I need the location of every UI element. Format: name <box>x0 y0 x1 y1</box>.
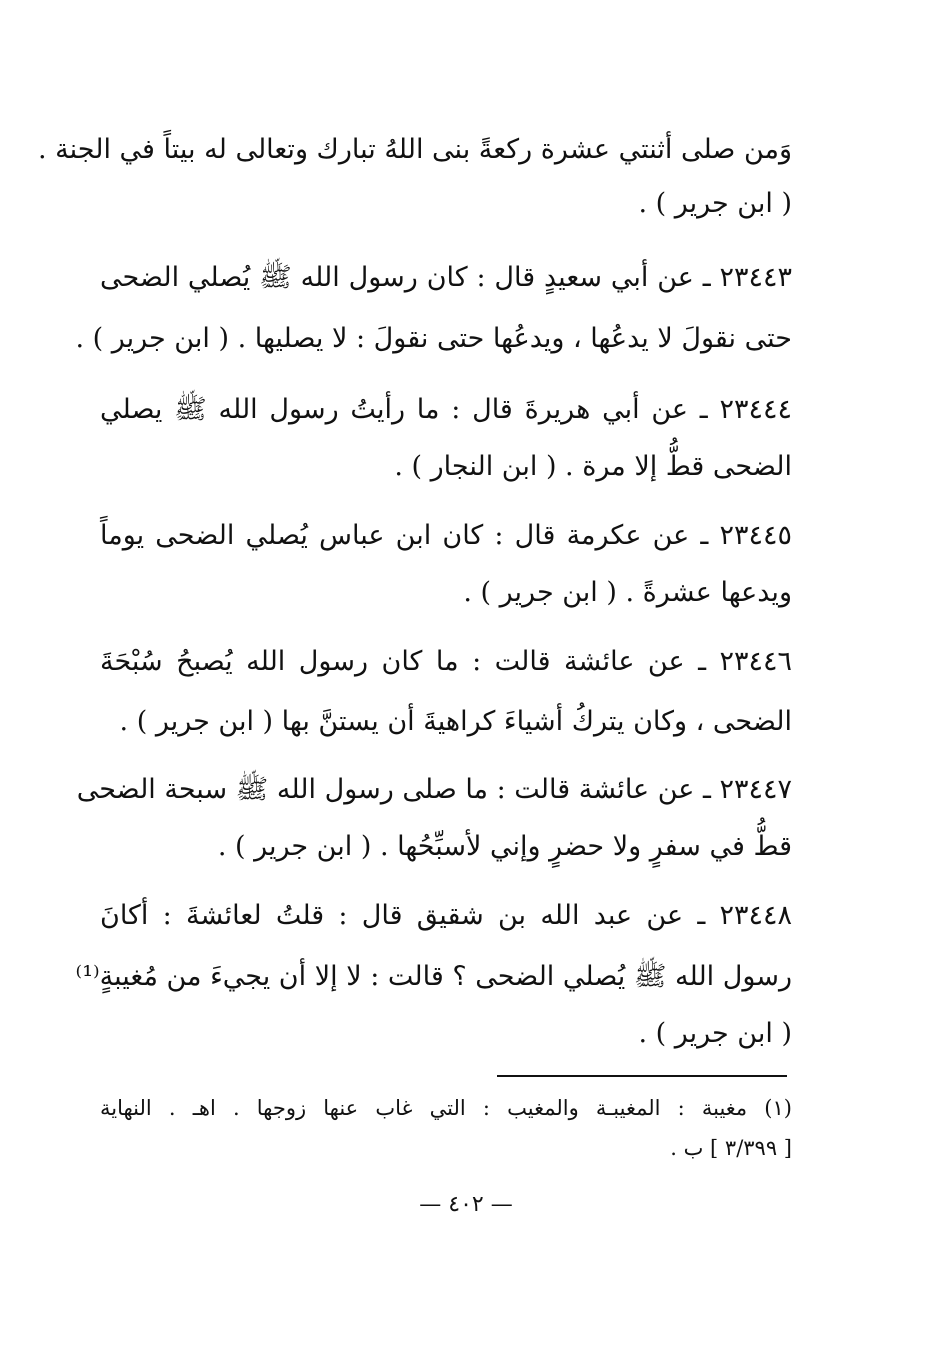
hadith-23448-line-2: رسول الله ﷺ يُصلي الضحى ؟ قالت : لا إلا أن يجيءَ من مُغيبةٍ⁽¹⁾ <box>75 961 792 992</box>
hadith-23446-line-2: الضحى ، وكان يتركُ أشياءَ كراهيةَ أن يستنَّ بها ( ابن جرير ) . <box>119 706 792 737</box>
hadith-23448-line-3: ( ابن جرير ) . <box>638 1018 792 1049</box>
hadith-23444-line-2: الضحى قطُّ إلا مرة . ( ابن النجار ) . <box>394 451 792 482</box>
hadith-23443-line-1: ٢٣٤٤٣ ـ عن أبي سعيدٍ قال : كان رسول الله ﷺ يُصلي الضحى <box>100 262 792 293</box>
hadith-23447-line-1: ٢٣٤٤٧ ـ عن عائشة قالت : ما صلى رسول الله ﷺ سبحة الضحى <box>76 774 792 805</box>
hadith-23448-line-1: ٢٣٤٤٨ ـ عن عبد الله بن شقيق قال : قلتُ لعائشةَ : أكانَ <box>100 900 792 931</box>
footnote-line-2: [ ٣/٣٩٩ ] ب . <box>670 1136 792 1160</box>
hadith-23447-line-2: قطُّ في سفرٍ ولا حضرٍ وإني لأسبِّحُها . ( ابن جرير ) . <box>217 831 792 862</box>
hadith-23443-line-2: حتى نقولَ لا يدعُها ، ويدعُها حتى نقولَ : لا يصليها . ( ابن جرير ) . <box>75 323 792 354</box>
hadith-23446-line-1: ٢٣٤٤٦ ـ عن عائشة قالت : ما كان رسول الله يُصبحُ سُبْحَةَ <box>100 646 792 677</box>
text-line: وَمن صلى أثنتي عشرة ركعةً بنى اللهُ تبارك وتعالى له بيتاً في الجنة . <box>38 134 792 165</box>
footnote-line-1: (١) مغيبة : المغيبـة والمغيب : التي غاب عنها زوجها . اهـ . النهاية <box>100 1096 792 1120</box>
footnote-separator <box>497 1075 787 1077</box>
page-number: — ٤٠٢ — <box>419 1192 513 1217</box>
hadith-23445-line-2: ويدعها عشرةً . ( ابن جرير ) . <box>463 577 792 608</box>
text-line: ( ابن جرير ) . <box>638 188 792 219</box>
hadith-23444-line-1: ٢٣٤٤٤ ـ عن أبي هريرةَ قال : ما رأيتُ رسول الله ﷺ يصلي <box>100 394 792 425</box>
hadith-23445-line-1: ٢٣٤٤٥ ـ عن عكرمة قال : كان ابن عباس يُصلي الضحى يوماً <box>100 520 792 551</box>
